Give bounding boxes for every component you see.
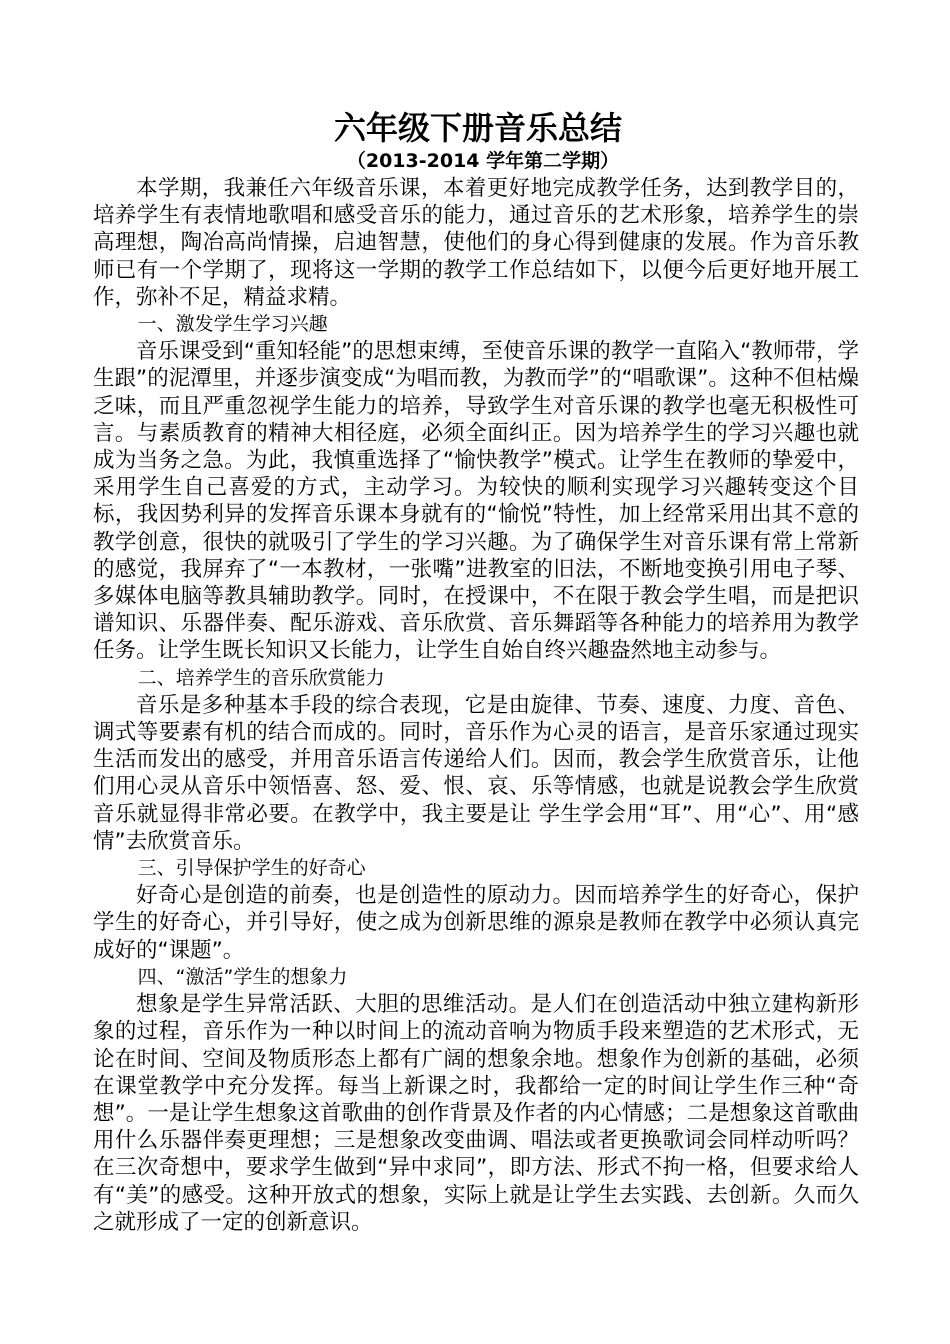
section-heading-2: 二、培养学生的音乐欣赏能力: [137, 666, 385, 689]
section-heading-3: 三、引导保护学生的好奇心: [137, 857, 366, 880]
section-heading-1: 一、激发学生学习兴趣: [137, 313, 328, 336]
document-subtitle: （2013-2014 学年第二学期）: [346, 150, 620, 172]
document-title: 六年级下册音乐总结: [333, 109, 622, 147]
section-body-3: 好奇心是创造的前奏，也是创造性的原动力。因而培养学生的好奇心，保护学生的好奇心，并引导好，使之成为创新思维的源泉是教师在教学中必须认真完成好的“课题”。: [93, 883, 859, 963]
document-content: [93, 108, 859, 1236]
intro-paragraph: 本学期，我兼任六年级音乐课，本着更好地完成教学任务，达到教学目的，培养学生有表情地歌唱和感受音乐的能力，通过音乐的艺术形象，培养学生的崇高理想，陶冶高尚情操，启迪智慧，使他们的身心得到健康的发展。作为音乐教师已有一个学期了，现将这一学期的教学工作总结如下，以便今后更好地开展工作，弥补不足，精益求精。: [93, 176, 859, 310]
section-body-1: 音乐课受到“重知轻能”的思想束缚，至使音乐课的教学一直陷入“教师带，学生跟”的泥潭里，并逐步演变成“为唱而教，为教而学”的“唱歌课”。这种不但枯燥乏味，而且严重忽视学生能力的培养，导致学生对音乐课的教学也毫无积极性可言。与素质教育的精神大相径庭，必须全面纠正。因为培养学生的学习兴趣也就成为当务之急。为此，我慎重选择了“愉快教学”模式。让学生在教师的挚爱中，采用学生自己喜爱的方式，主动学习。为较快的顺利实现学习兴趣转变这个目标，我因势利异的发挥音乐课本身就有的“愉悦”特性，加上经常采用出其不意的教学创意，很快的就吸引了学生的学习兴趣。为了确保学生对音乐课有常上常新的感觉，我屏弃了“一本教材，一张嘴”进教室的旧法，不断地变换引用电子琴、多媒体电脑等教具辅助教学。同时，在授课中，不在限于教会学生唱，而是把识谱知识、乐器伴奏、配乐游戏、音乐欣赏、音乐舞蹈等各种能力的培养用为教学任务。让学生既长知识又长能力，让学生自始自终兴趣盎然地主动参与。: [93, 339, 859, 664]
section-heading-4: 四、“激活”学生的想象力: [137, 965, 348, 988]
section-body-2: 音乐是多种基本手段的综合表现，它是由旋律、节奏、速度、力度、音色、调式等要素有机的结合而成的。同时，音乐作为心灵的语言，是音乐家通过现实生活而发出的感受，并用音乐语言传递给人们。因而，教会学生欣赏音乐，让他们用心灵从音乐中领悟喜、怒、爱、恨、哀、乐等情感，也就是说教会学生欣赏音乐就显得非常必要。在教学中，我主要是让 学生学会用“耳”、用“心”、用“感情”去欣赏音乐。: [93, 692, 859, 854]
section-body-4: 想象是学生异常活跃、大胆的思维活动。是人们在创造活动中独立建构新形象的过程，音乐作为一种以时间上的流动音响为物质手段来塑造的艺术形式，无论在时间、空间及物质形态上都有广阔的想象余地。想象作为创新的基础，必须在课堂教学中充分发挥。每当上新课之时，我都给一定的时间让学生作三种“奇想”。一是让学生想象这首歌曲的创作背景及作者的内心情感；二是想象这首歌曲用什么乐器伴奏更理想；三是想象改变曲调、唱法或者更换歌词会同样动听吗？在三次奇想中，要求学生做到“异中求同”，即方法、形式不拘一格，但要求给人有“美”的感受。这种开放式的想象，实际上就是让学生去实践、去创新。久而久之就形成了一定的创新意识。: [93, 992, 859, 1235]
